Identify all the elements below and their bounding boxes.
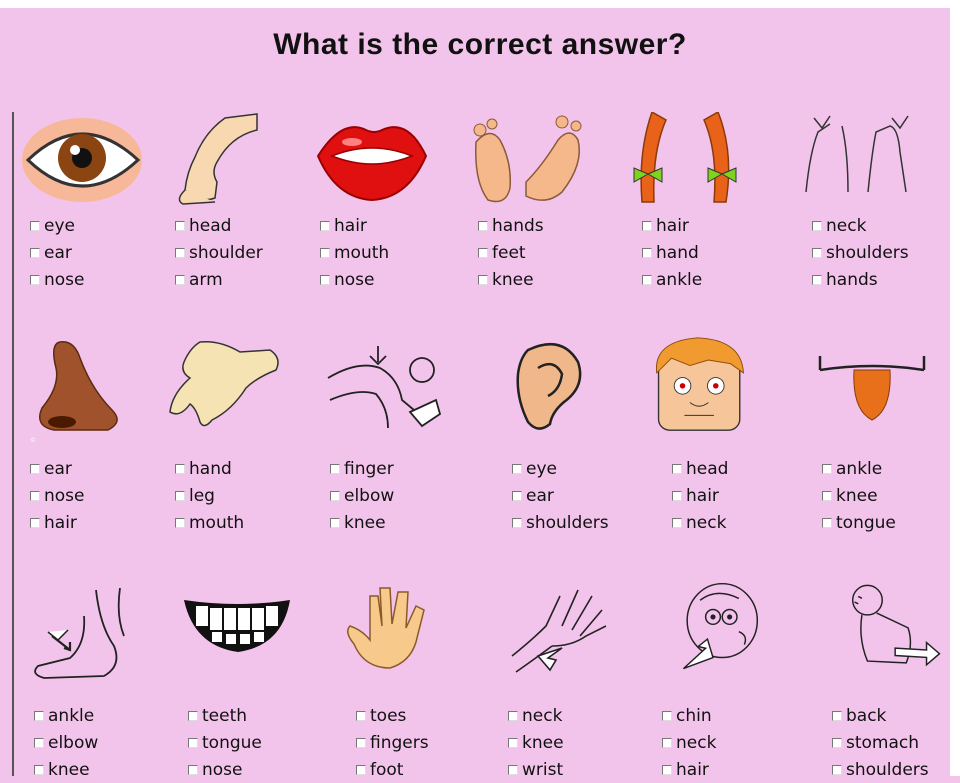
window-top-edge [0, 0, 960, 8]
option-label: chin [676, 705, 712, 726]
option-nose[interactable] [30, 266, 85, 293]
option-label: feet [492, 242, 526, 263]
option-label: hair [686, 485, 719, 506]
options-nose [30, 455, 85, 536]
option-tongue[interactable] [188, 729, 262, 756]
checkbox[interactable] [30, 464, 40, 474]
options-knee [330, 455, 394, 536]
options-ankle [34, 702, 98, 783]
options-fingers [356, 702, 429, 783]
option-label: toes [370, 705, 407, 726]
checkbox[interactable] [822, 464, 832, 474]
option-foot[interactable] [356, 756, 429, 783]
option-label: eye [526, 458, 557, 479]
option-feet[interactable] [478, 239, 544, 266]
checkbox[interactable] [478, 248, 488, 258]
checkbox[interactable] [832, 738, 842, 748]
option-fingers[interactable] [356, 729, 429, 756]
option-nose[interactable] [188, 756, 262, 783]
option-label: neck [826, 215, 867, 236]
checkbox[interactable] [812, 248, 822, 258]
option-head[interactable] [175, 212, 263, 239]
checkbox[interactable] [320, 275, 330, 285]
option-label: arm [189, 269, 223, 290]
copyright-mark: © [30, 437, 36, 444]
option-label: teeth [202, 705, 248, 726]
option-label: hair [44, 512, 77, 533]
option-nose[interactable] [30, 482, 85, 509]
option-ankle[interactable] [642, 266, 702, 293]
option-stomach[interactable] [832, 729, 929, 756]
option-hair[interactable] [672, 482, 728, 509]
option-hair[interactable] [662, 756, 716, 783]
options-arm [175, 212, 263, 293]
option-hair[interactable] [30, 509, 85, 536]
option-label: hands [826, 269, 878, 290]
checkbox[interactable] [175, 518, 185, 528]
checkbox[interactable] [30, 518, 40, 528]
option-wrist[interactable] [508, 756, 564, 783]
option-label: head [189, 215, 232, 236]
options-stomach [832, 702, 929, 783]
option-toes[interactable] [356, 702, 429, 729]
options-shoulders [812, 212, 909, 293]
option-ear[interactable] [30, 239, 85, 266]
option-label: hand [656, 242, 699, 263]
options-tongue [822, 455, 896, 536]
option-ear[interactable] [30, 455, 85, 482]
left-border-line [12, 112, 14, 776]
checkbox[interactable] [356, 738, 366, 748]
option-ankle[interactable] [34, 702, 98, 729]
option-label: neck [686, 512, 727, 533]
ankle-icon [24, 586, 154, 682]
option-knee[interactable] [330, 509, 394, 536]
option-neck[interactable] [662, 729, 716, 756]
option-label: knee [836, 485, 878, 506]
mouth-icon [312, 112, 442, 208]
checkbox[interactable] [672, 518, 682, 528]
option-label: ear [44, 458, 72, 479]
option-finger[interactable] [330, 455, 394, 482]
stomach-icon [820, 578, 950, 674]
option-neck[interactable] [672, 509, 728, 536]
option-knee[interactable] [508, 729, 564, 756]
option-hand[interactable] [642, 239, 702, 266]
option-label: finger [344, 458, 394, 479]
checkbox[interactable] [832, 711, 842, 721]
option-label: elbow [48, 732, 99, 753]
option-elbow[interactable] [330, 482, 394, 509]
option-tongue[interactable] [822, 509, 896, 536]
option-label: elbow [344, 485, 395, 506]
option-label: ear [44, 242, 72, 263]
checkbox[interactable] [478, 275, 488, 285]
checkbox[interactable] [662, 765, 672, 775]
options-wrist [508, 702, 564, 783]
wrist-icon [502, 586, 632, 682]
option-label: hand [189, 458, 232, 479]
checkbox[interactable] [330, 518, 340, 528]
checkbox[interactable] [175, 491, 185, 501]
option-label: stomach [846, 732, 920, 753]
option-label: ankle [836, 458, 883, 479]
option-chin[interactable] [662, 702, 716, 729]
shoulders-icon [796, 112, 926, 208]
checkbox[interactable] [356, 765, 366, 775]
option-label: tongue [836, 512, 896, 533]
option-neck[interactable] [508, 702, 564, 729]
option-shoulders[interactable] [832, 756, 929, 783]
option-label: eye [44, 215, 75, 236]
checkbox[interactable] [512, 491, 522, 501]
options-feet [478, 212, 544, 293]
checkbox[interactable] [30, 248, 40, 258]
checkbox[interactable] [34, 765, 44, 775]
checkbox[interactable] [508, 765, 518, 775]
option-label: back [846, 705, 887, 726]
checkbox[interactable] [30, 491, 40, 501]
hair-braids-icon [622, 112, 752, 208]
option-label: knee [344, 512, 386, 533]
option-leg[interactable] [175, 482, 244, 509]
option-ear[interactable] [512, 482, 609, 509]
options-chin [662, 702, 716, 783]
option-label: neck [522, 705, 563, 726]
option-label: head [686, 458, 729, 479]
option-label: wrist [522, 759, 564, 780]
option-hair[interactable] [642, 212, 702, 239]
options-hair [642, 212, 702, 293]
options-eye [30, 212, 85, 293]
option-label: knee [522, 732, 564, 753]
checkbox[interactable] [320, 248, 330, 258]
option-label: knee [48, 759, 90, 780]
option-label: tongue [202, 732, 262, 753]
checkbox[interactable] [662, 711, 672, 721]
checkbox[interactable] [330, 491, 340, 501]
option-knee[interactable] [822, 482, 896, 509]
checkbox[interactable] [175, 221, 185, 231]
option-label: mouth [189, 512, 245, 533]
option-eye[interactable] [30, 212, 85, 239]
options-hand [175, 455, 244, 536]
fingers-icon [340, 586, 470, 682]
checkbox[interactable] [188, 765, 198, 775]
option-label: nose [334, 269, 375, 290]
checkbox[interactable] [34, 738, 44, 748]
checkbox[interactable] [508, 711, 518, 721]
checkbox[interactable] [356, 711, 366, 721]
checkbox[interactable] [512, 518, 522, 528]
checkbox[interactable] [832, 765, 842, 775]
checkbox[interactable] [642, 248, 652, 258]
option-label: nose [44, 269, 85, 290]
checkbox[interactable] [330, 464, 340, 474]
option-label: ear [526, 485, 554, 506]
option-label: ankle [48, 705, 95, 726]
checkbox[interactable] [672, 464, 682, 474]
option-shoulders[interactable] [812, 239, 909, 266]
option-shoulders[interactable] [512, 509, 609, 536]
face-icon [648, 336, 778, 432]
option-label: leg [189, 485, 215, 506]
knee-icon [318, 338, 448, 434]
option-hands[interactable] [812, 266, 909, 293]
option-label: shoulders [526, 512, 609, 533]
eye-icon [20, 112, 150, 208]
checkbox[interactable] [672, 491, 682, 501]
checkbox[interactable] [30, 275, 40, 285]
window-right-edge [950, 0, 960, 776]
option-knee[interactable] [478, 266, 544, 293]
checkbox[interactable] [320, 221, 330, 231]
option-back[interactable] [832, 702, 929, 729]
teeth-icon [178, 592, 308, 688]
options-face [672, 455, 728, 536]
option-label: hair [676, 759, 709, 780]
option-nose[interactable] [320, 266, 389, 293]
checkbox[interactable] [822, 518, 832, 528]
option-label: shoulders [826, 242, 909, 263]
options-ear [512, 455, 609, 536]
option-label: hands [492, 215, 544, 236]
option-arm[interactable] [175, 266, 263, 293]
option-label: mouth [334, 242, 390, 263]
option-hair[interactable] [320, 212, 389, 239]
option-teeth[interactable] [188, 702, 262, 729]
option-label: neck [676, 732, 717, 753]
checkbox[interactable] [508, 738, 518, 748]
option-label: ankle [656, 269, 703, 290]
option-knee[interactable] [34, 756, 98, 783]
ear-icon [488, 338, 618, 434]
option-hands[interactable] [478, 212, 544, 239]
nose-icon [20, 338, 150, 434]
checkbox[interactable] [642, 221, 652, 231]
page-title: What is the correct answer? [273, 28, 687, 61]
checkbox[interactable] [175, 275, 185, 285]
option-label: fingers [370, 732, 429, 753]
option-label: nose [202, 759, 243, 780]
option-label: hair [656, 215, 689, 236]
checkbox[interactable] [175, 248, 185, 258]
option-hand[interactable] [175, 455, 244, 482]
option-head[interactable] [672, 455, 728, 482]
option-mouth[interactable] [320, 239, 389, 266]
option-label: shoulder [189, 242, 263, 263]
option-label: knee [492, 269, 534, 290]
option-label: nose [44, 485, 85, 506]
checkbox[interactable] [662, 738, 672, 748]
arm-icon [165, 112, 295, 208]
option-elbow[interactable] [34, 729, 98, 756]
option-label: foot [370, 759, 404, 780]
option-neck[interactable] [812, 212, 909, 239]
options-mouth [320, 212, 389, 293]
checkbox[interactable] [188, 711, 198, 721]
option-eye[interactable] [512, 455, 609, 482]
checkbox[interactable] [812, 221, 822, 231]
checkbox[interactable] [478, 221, 488, 231]
option-mouth[interactable] [175, 509, 244, 536]
checkbox[interactable] [30, 221, 40, 231]
checkbox[interactable] [812, 275, 822, 285]
checkbox[interactable] [822, 491, 832, 501]
option-ankle[interactable] [822, 455, 896, 482]
checkbox[interactable] [34, 711, 44, 721]
checkbox[interactable] [188, 738, 198, 748]
option-label: hair [334, 215, 367, 236]
checkbox[interactable] [175, 464, 185, 474]
hand-icon [160, 338, 290, 434]
chin-icon [660, 580, 790, 676]
feet-icon [466, 112, 596, 208]
checkbox[interactable] [642, 275, 652, 285]
options-teeth [188, 702, 262, 783]
checkbox[interactable] [512, 464, 522, 474]
option-shoulder[interactable] [175, 239, 263, 266]
tongue-icon [812, 340, 942, 436]
option-label: shoulders [846, 759, 929, 780]
